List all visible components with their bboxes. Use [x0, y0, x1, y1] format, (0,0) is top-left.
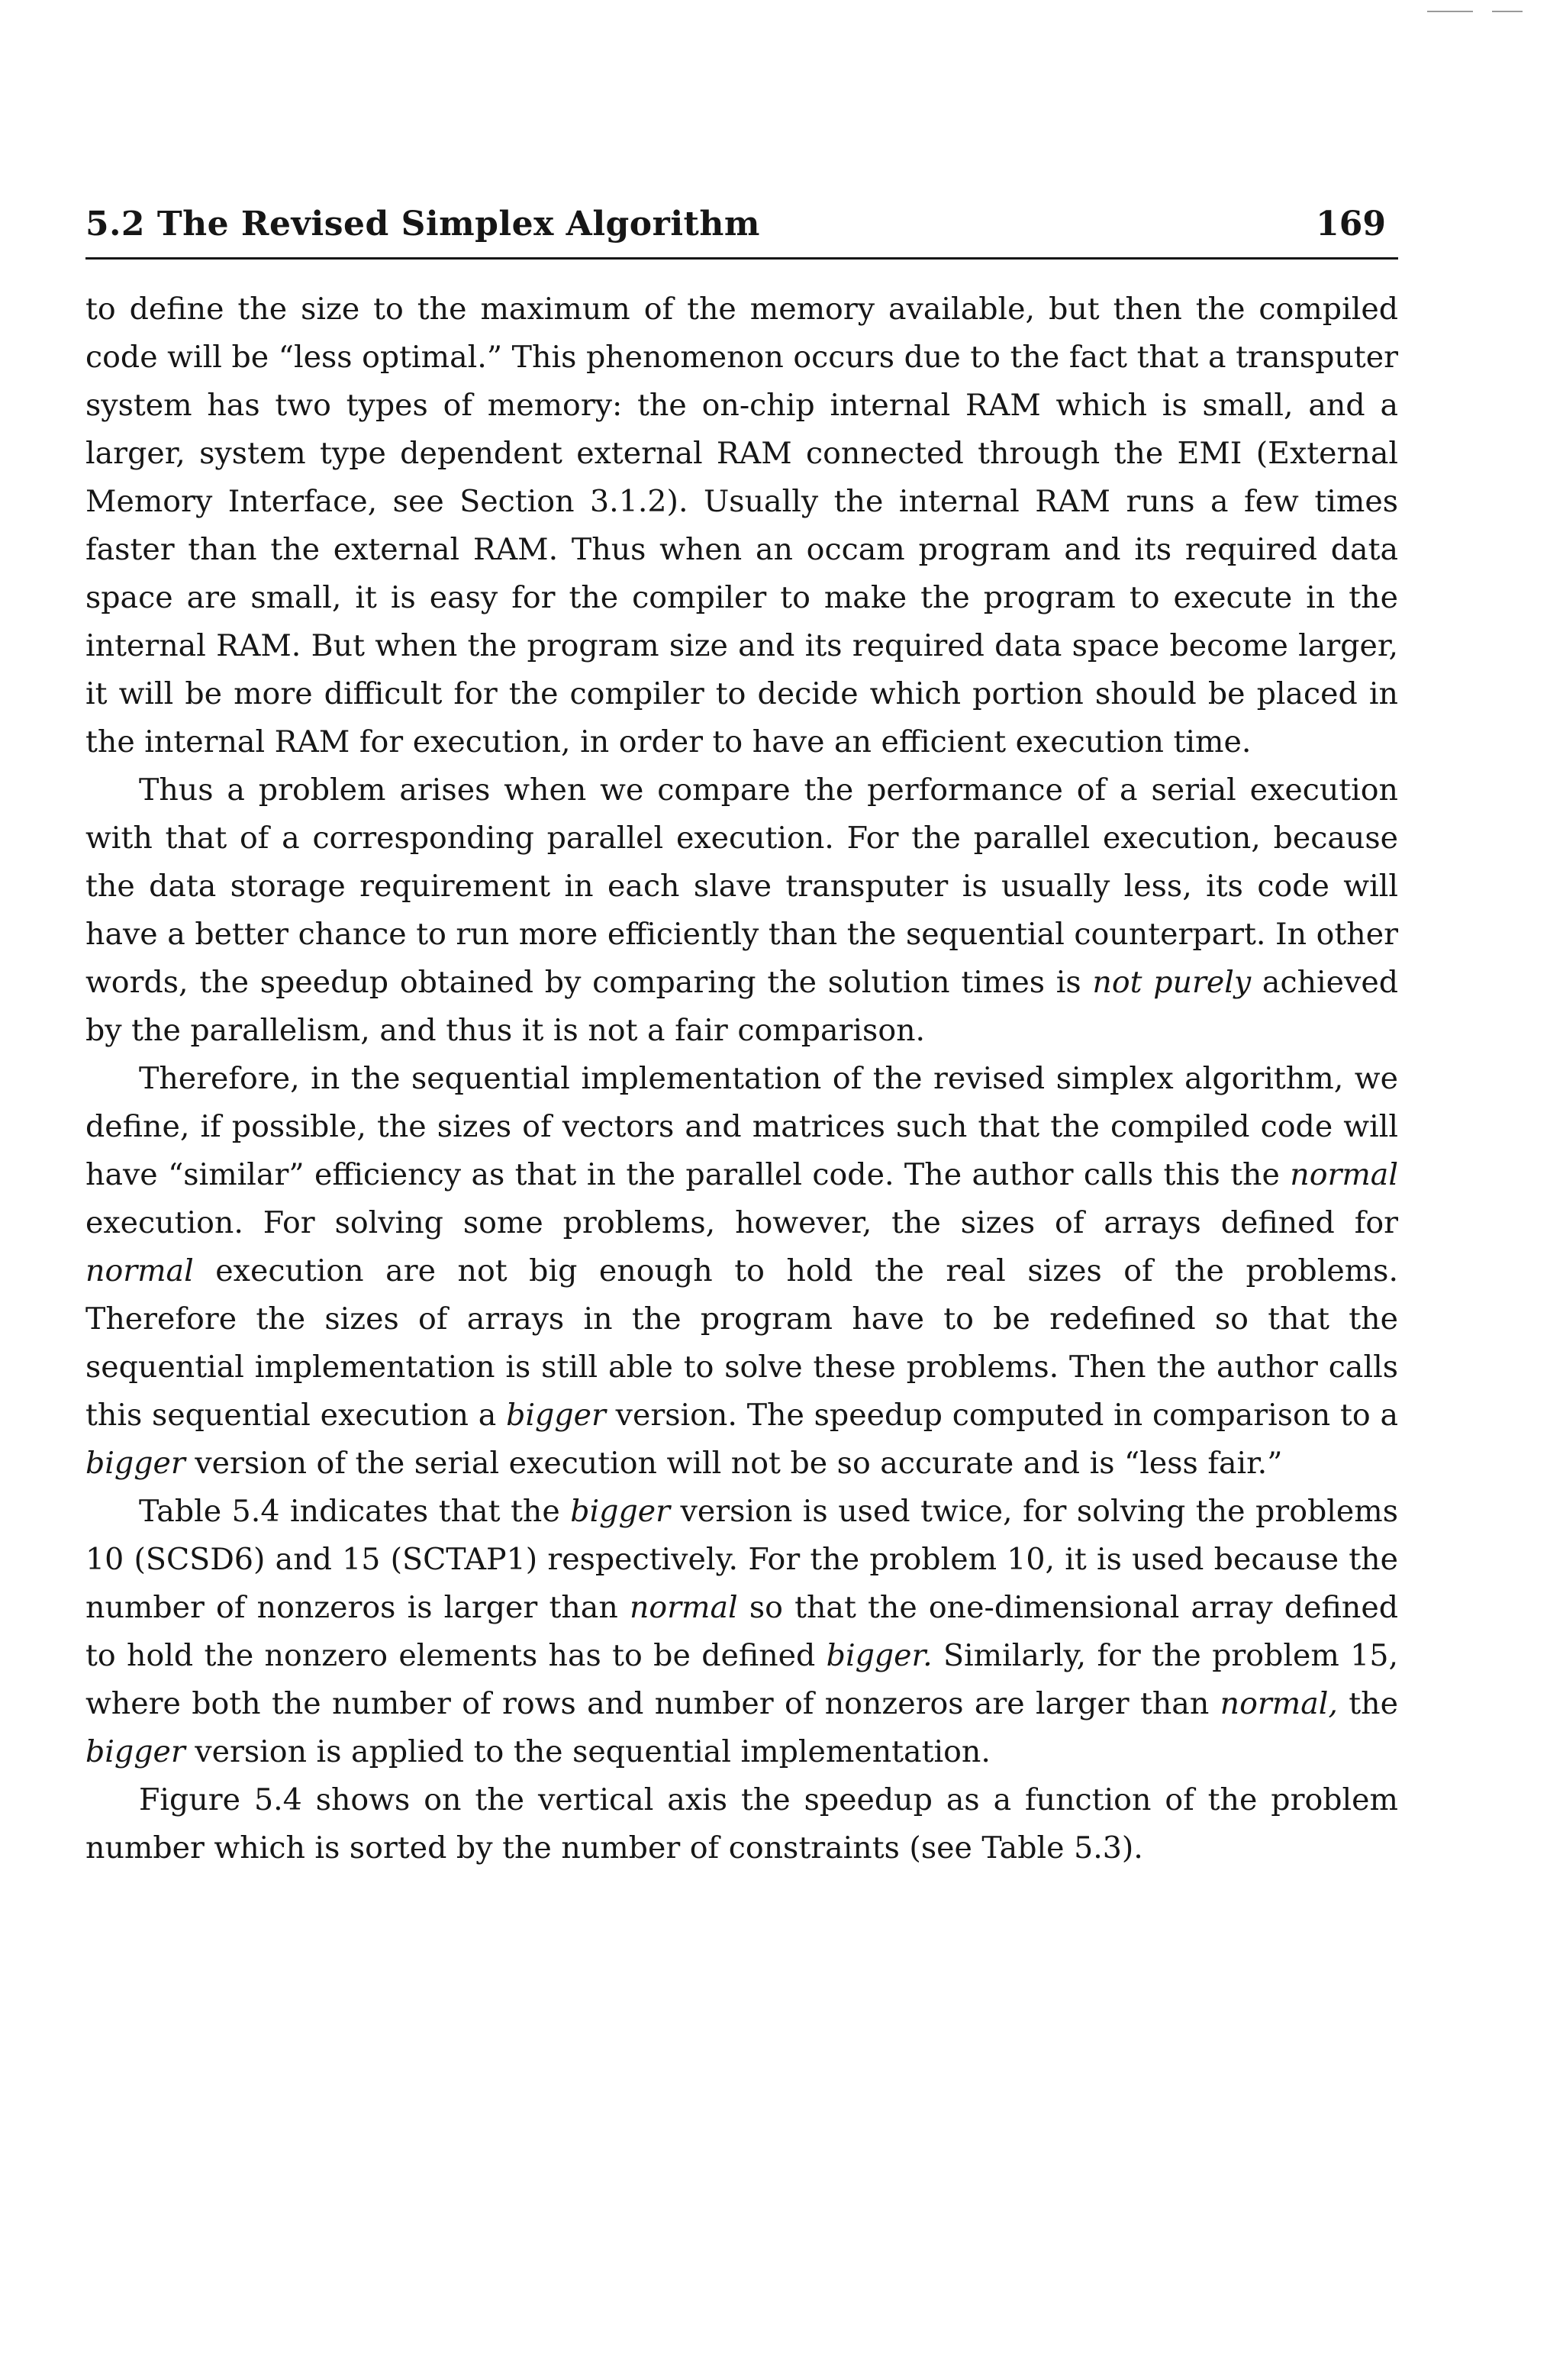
emphasis: bigger. — [826, 1638, 933, 1673]
text-run: execution. For solving some problems, however, the sizes of arrays defined for — [85, 1205, 1398, 1240]
text-run: Therefore, in the sequential implementation of the revised simplex algorithm, we define, if possible, the sizes of vectors and matrices such that the compiled code will have “similar” efficiency as that in the parallel code. The author calls this the — [85, 1061, 1398, 1192]
text-run: Similarly, for the problem 15, where both the number of rows and number of nonzeros are larger than — [85, 1638, 1399, 1721]
text-run: version. The speedup computed in comparison to a — [605, 1398, 1399, 1433]
emphasis: not purely — [1092, 965, 1252, 1000]
emphasis: bigger — [85, 1446, 185, 1481]
emphasis: normal — [629, 1590, 738, 1625]
text-run: achieved by the parallelism, and thus it is not a fair comparison. — [85, 965, 1398, 1048]
emphasis: normal — [85, 1253, 194, 1288]
page-number: 169 — [1316, 205, 1386, 243]
text-run: version is used twice, for solving the problems 10 (SCSD6) and 15 (SCTAP1) respectively. For the problem 10, it is used because the number of nonzeros is larger than — [85, 1494, 1398, 1625]
body-text — [85, 285, 1398, 1872]
emphasis: normal — [1290, 1157, 1398, 1192]
paragraph — [85, 1055, 1398, 1488]
emphasis: bigger — [85, 1734, 185, 1769]
paragraph — [85, 766, 1398, 1055]
running-header — [85, 200, 1398, 260]
text-run: version is applied to the sequential implementation. — [185, 1734, 991, 1769]
paragraph — [85, 285, 1398, 766]
text-run: Table 5.4 indicates that the — [139, 1494, 571, 1529]
emphasis: normal, — [1220, 1686, 1338, 1721]
scan-edge-mark — [1492, 11, 1523, 12]
paragraph — [85, 1776, 1398, 1872]
emphasis: bigger — [570, 1494, 671, 1529]
paragraph-text: Figure 5.4 shows on the vertical axis the speedup as a function of the problem number which is sorted by the number of constraints (see Table 5.3). — [85, 1782, 1398, 1866]
text-run: execution are not big enough to hold the real sizes of the problems. Therefore the sizes of arrays in the program have to be redefined so that the sequential implementation is still able to solve these problems. Then the author calls this sequential execution a — [85, 1253, 1398, 1433]
text-run: version of the serial execution will not be so accurate and is “less fair.” — [185, 1446, 1283, 1481]
scan-edge-mark — [1427, 11, 1473, 12]
text-run: Thus a problem arises when we compare the performance of a serial execution with that of a corresponding parallel execution. For the parallel execution, because the data storage requirement in each slave transputer is usually less, its code will have a better chance to run more efficiently than the sequential counterpart. In other words, the speedup obtained by comparing the solution times is — [85, 772, 1398, 1000]
text-run: the — [1337, 1686, 1398, 1721]
section-title: 5.2 The Revised Simplex Algorithm — [85, 205, 760, 243]
emphasis: bigger — [506, 1398, 606, 1433]
paragraph — [85, 1488, 1398, 1776]
text-run: so that the one-dimensional array defined to hold the nonzero elements has to be defined — [85, 1590, 1398, 1673]
paragraph-text: to define the size to the maximum of the memory available, but then the compiled code will be “less optimal.” This phenomenon occurs due to the fact that a transputer system has two types of memory: the on-chip internal RAM which is small, and a larger, system type dependent external RAM connected through the EMI (External Memory Interface, see Section 3.1.2). Usually the internal RAM runs a few times faster than the external RAM. Thus when an occam program and its required data space are small, it is easy for the compiler to make the program to execute in the internal RAM. But when the program size and its required data space become larger, it will be more difficult for the compiler to decide which portion should be placed in the internal RAM for execution, in order to have an efficient execution time. — [85, 292, 1398, 759]
